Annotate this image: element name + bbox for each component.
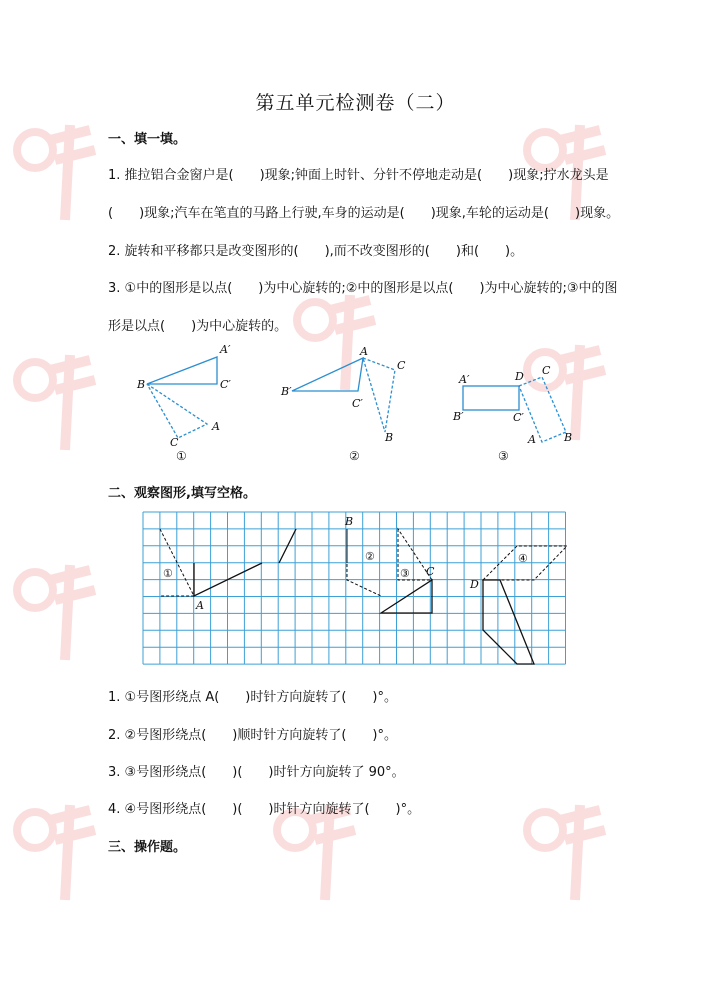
fig2-label-C1: C′ xyxy=(352,397,363,410)
grid-label-D: D xyxy=(470,578,479,591)
question-3-line-2: 形是以点( )为中心旋转的。 xyxy=(108,319,288,334)
fig1-label-C1: C′ xyxy=(220,378,231,391)
section-2-question-3: 3. ③号图形绕点( )( )时针方向旋转了 90°。 xyxy=(108,765,405,780)
fig2-label-B1: B′ xyxy=(281,385,292,398)
section-2-question-4: 4. ④号图形绕点( )( )时针方向旋转了( )°。 xyxy=(108,802,421,817)
fig2-label-B: B xyxy=(385,431,394,444)
question-2: 2. 旋转和平移都只是改变图形的( ),而不改变图形的( )和( )。 xyxy=(108,244,524,259)
fig3-label-C1: C′ xyxy=(513,411,524,424)
fig2-caption: ② xyxy=(349,449,360,463)
fig1-caption: ① xyxy=(176,449,187,463)
fig3-label-A: A xyxy=(528,433,536,446)
fig3-label-A1: A′ xyxy=(459,373,470,386)
section-2-heading: 二、观察图形,填写空格。 xyxy=(108,486,256,501)
grid-label-shape4: ④ xyxy=(518,552,528,565)
fig1-label-B: B xyxy=(137,378,146,391)
fig3-label-B1: B′ xyxy=(453,410,464,423)
section-3-heading: 三、操作题。 xyxy=(108,840,187,855)
fig1-label-A: A xyxy=(212,420,220,433)
watermark-logo xyxy=(520,800,610,910)
fig2-label-C: C xyxy=(397,359,406,372)
page-title: 第五单元检测卷（二） xyxy=(255,92,456,114)
grid-label-A: A xyxy=(196,599,204,612)
fig1-label-A1: A′ xyxy=(220,343,231,356)
grid-label-B: B xyxy=(345,515,354,528)
section-2-question-2: 2. ②号图形绕点( )顺时针方向旋转了( )°。 xyxy=(108,728,397,743)
question-1-line-2: ( )现象;汽车在笔直的马路上行驶,车身的运动是( )现象,车轮的运动是( )现象。 xyxy=(108,206,620,221)
fig3-label-B: B xyxy=(564,431,573,444)
fig3-label-D: D xyxy=(515,370,524,383)
question-1-line-1: 1. 推拉铝合金窗户是( )现象;钟面上时针、分针不停地走动是( )现象;拧水龙头是 xyxy=(108,168,609,183)
section-1-heading: 一、填一填。 xyxy=(108,132,187,147)
grid-label-C: C xyxy=(426,565,435,578)
grid-label-shape2: ② xyxy=(365,550,375,563)
watermark-logo xyxy=(10,800,100,910)
fig1-label-C: C xyxy=(170,436,179,449)
fig3-label-C: C xyxy=(542,364,551,377)
question-3-line-1: 3. ①中的图形是以点( )为中心旋转的;②中的图形是以点( )为中心旋转的;③中的图 xyxy=(108,281,618,296)
section-2-question-1: 1. ①号图形绕点 A( )时针方向旋转了( )°。 xyxy=(108,690,398,705)
fig2-label-A: A xyxy=(360,345,368,358)
shape4-solid xyxy=(483,580,534,664)
grid-label-shape1: ① xyxy=(163,567,173,580)
fig3-caption: ③ xyxy=(498,449,509,463)
grid-label-shape3: ③ xyxy=(400,567,410,580)
